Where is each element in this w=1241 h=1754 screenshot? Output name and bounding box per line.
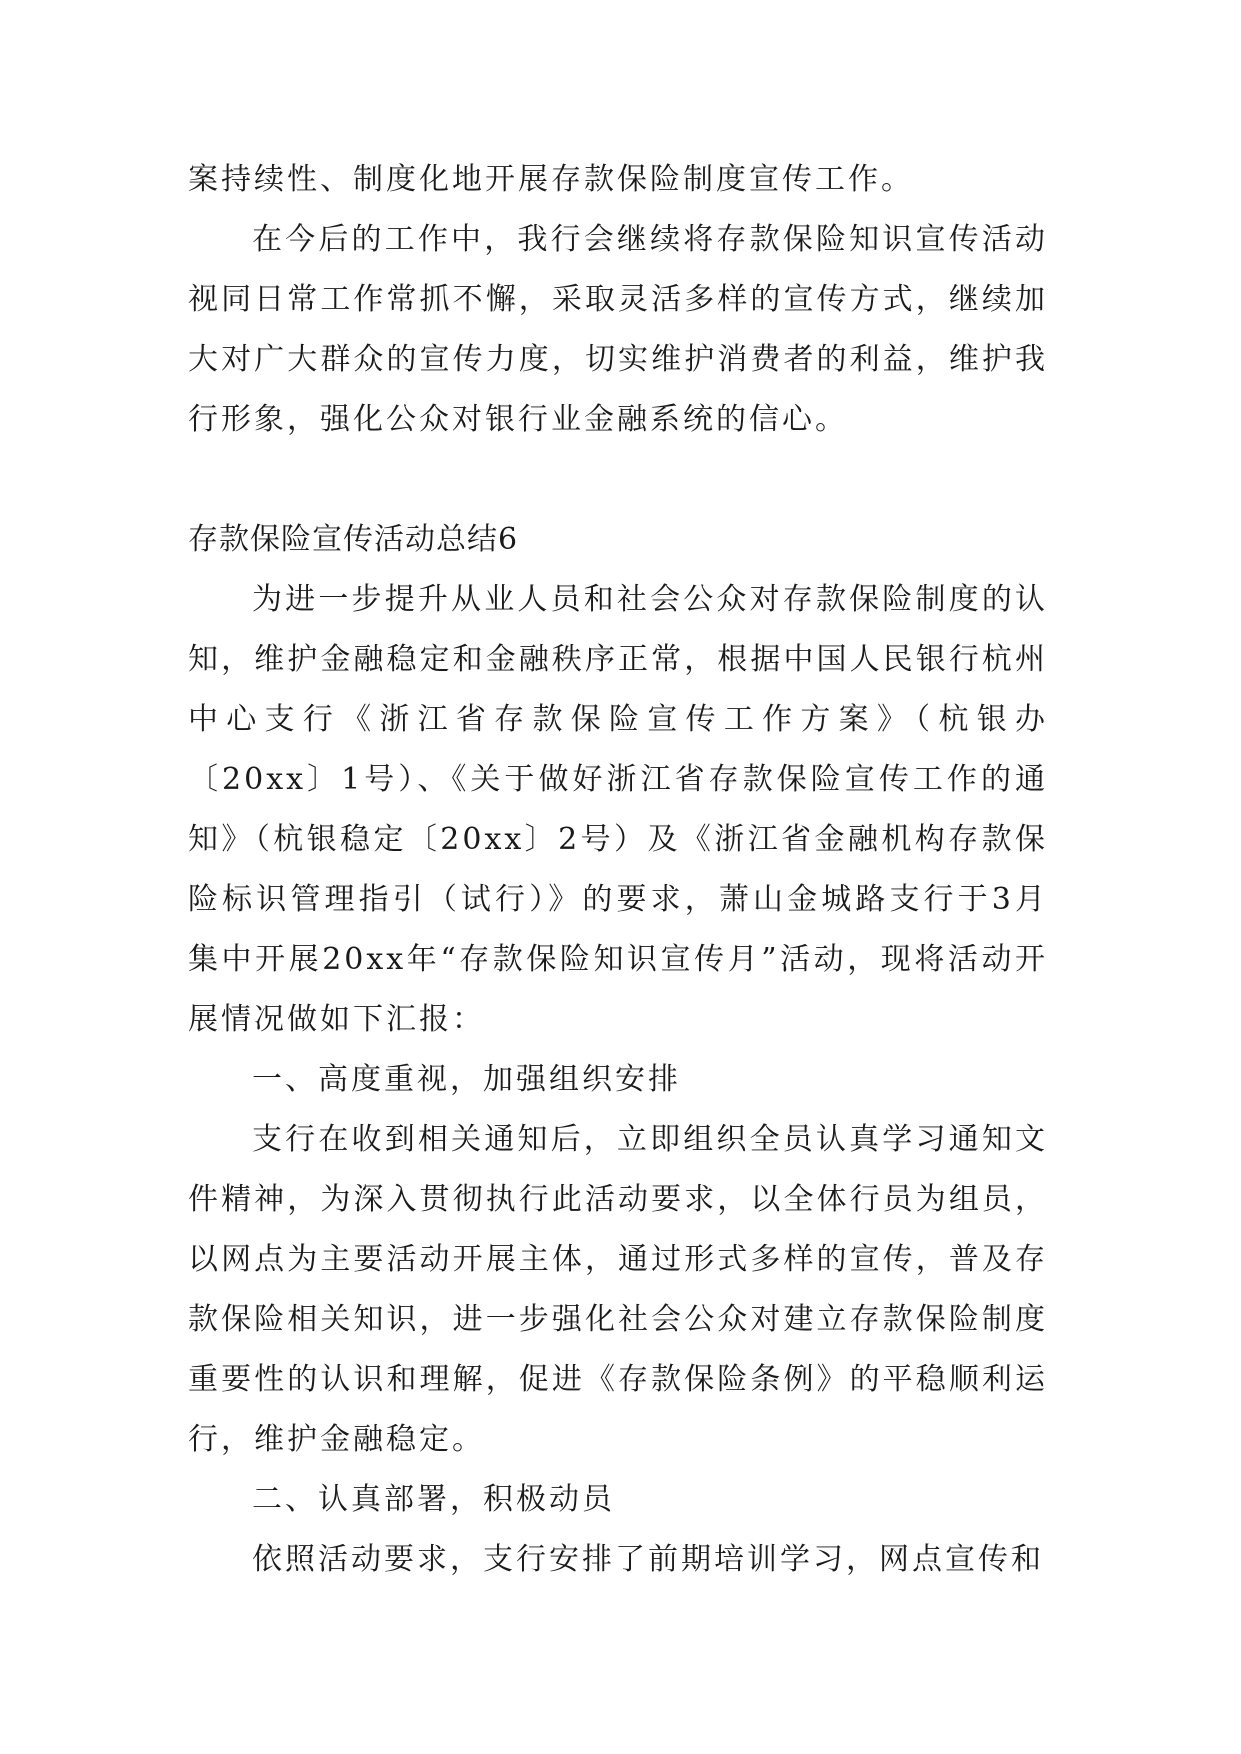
subheading-1: 一、高度重视，加强组织安排 xyxy=(252,1062,681,1097)
document-body xyxy=(188,150,1048,1590)
section-title: 存款保险宣传活动总结6 xyxy=(188,522,519,557)
subheading-2: 二、认真部署，积极动员 xyxy=(252,1482,615,1517)
paragraph-6: 依照活动要求，支行安排了前期培训学习，网点宣传和 xyxy=(252,1542,1044,1577)
section-spacer xyxy=(188,450,1048,510)
paragraph-0: 案持续性、制度化地开展存款保险制度宣传工作。 xyxy=(188,162,914,197)
paragraph-2: 为进一步提升从业人员和社会公众对存款保险制度的认知，维护金融稳定和金融秩序正常，根据中国人民银行杭州中心支行《浙江省存款保险宣传工作方案》（杭银办〔20xx〕1号）、《关于做好浙江省存款保险宣传工作的通知》（杭银稳定〔20xx〕2号）及《浙江省金融机构存款保险标识管理指引（试行）》的要求，萧山金城路支行于3月集中开展20xx年“存款保险知识宣传月”活动，现将活动开展情况做如下汇报： xyxy=(188,582,1048,1037)
paragraph-1: 在今后的工作中，我行会继续将存款保险知识宣传活动视同日常工作常抓不懈，采取灵活多样的宣传方式，继续加大对广大群众的宣传力度，切实维护消费者的利益，维护我行形象，强化公众对银行业金融系统的信心。 xyxy=(188,222,1048,437)
paragraph-4: 支行在收到相关通知后，立即组织全员认真学习通知文件精神，为深入贯彻执行此活动要求，以全体行员为组员，以网点为主要活动开展主体，通过形式多样的宣传，普及存款保险相关知识，进一步强化社会公众对建立存款保险制度重要性的认识和理解，促进《存款保险条例》的平稳顺利运行，维护金融稳定。 xyxy=(188,1122,1048,1457)
